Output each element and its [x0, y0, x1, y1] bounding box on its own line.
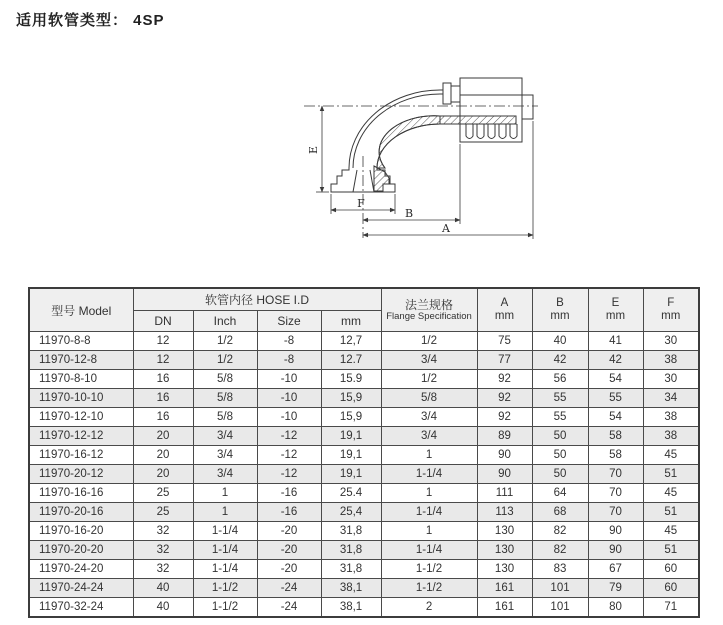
dim-label-b: B	[404, 207, 414, 220]
value-cell: -10	[257, 370, 321, 389]
value-cell: 45	[643, 484, 699, 503]
value-cell: 20	[133, 427, 193, 446]
value-cell: 60	[643, 579, 699, 598]
value-cell: 25.4	[321, 484, 381, 503]
dimension-lines	[316, 106, 533, 239]
value-cell: -20	[257, 522, 321, 541]
value-cell: -10	[257, 389, 321, 408]
table-row	[29, 541, 699, 560]
col-header-flange	[381, 288, 477, 332]
value-cell: 25,4	[321, 503, 381, 522]
value-cell: 1/2	[381, 370, 477, 389]
value-cell: 1-1/2	[193, 598, 257, 618]
value-cell: 3/4	[193, 427, 257, 446]
value-cell: 15,9	[321, 389, 381, 408]
value-cell: 161	[477, 598, 532, 618]
value-cell: 40	[133, 598, 193, 618]
table-row	[29, 579, 699, 598]
value-cell: 42	[532, 351, 588, 370]
value-cell: 90	[477, 446, 532, 465]
value-cell: 5/8	[193, 370, 257, 389]
value-cell: 2	[381, 598, 477, 618]
value-cell: 92	[477, 389, 532, 408]
value-cell: 50	[532, 465, 588, 484]
value-cell: 64	[532, 484, 588, 503]
table-row	[29, 503, 699, 522]
model-cell: 11970-24-20	[29, 560, 133, 579]
value-cell: 101	[532, 579, 588, 598]
value-cell: 25	[133, 484, 193, 503]
value-cell: -12	[257, 446, 321, 465]
value-cell: 12,7	[321, 332, 381, 351]
fitting-technical-drawing	[290, 58, 582, 248]
value-cell: 12	[133, 351, 193, 370]
value-cell: 38,1	[321, 579, 381, 598]
value-cell: 60	[643, 560, 699, 579]
value-cell: 51	[643, 503, 699, 522]
value-cell: 1	[381, 522, 477, 541]
value-cell: 83	[532, 560, 588, 579]
value-cell: 90	[588, 522, 643, 541]
table-row	[29, 332, 699, 351]
spec-table	[28, 287, 700, 618]
value-cell: 32	[133, 522, 193, 541]
value-cell: 161	[477, 579, 532, 598]
value-cell: 41	[588, 332, 643, 351]
value-cell: 1	[193, 503, 257, 522]
col-header-dn: DN	[133, 311, 193, 332]
page-title: 适用软管类型： 4SP	[16, 12, 165, 29]
value-cell: 130	[477, 541, 532, 560]
model-cell: 11970-10-10	[29, 389, 133, 408]
table-row	[29, 484, 699, 503]
value-cell: 58	[588, 427, 643, 446]
value-cell: 50	[532, 427, 588, 446]
flange-header-en: Flange Specification	[386, 311, 472, 322]
value-cell: 38	[643, 408, 699, 427]
value-cell: 51	[643, 541, 699, 560]
model-cell: 11970-24-24	[29, 579, 133, 598]
col-header-e	[588, 288, 643, 332]
value-cell: 55	[532, 389, 588, 408]
flange-header-cn: 法兰规格	[405, 298, 454, 312]
value-cell: 19,1	[321, 465, 381, 484]
model-cell: 11970-20-12	[29, 465, 133, 484]
value-cell: 71	[643, 598, 699, 618]
value-cell: 19,1	[321, 446, 381, 465]
value-cell: 5/8	[193, 408, 257, 427]
model-cell: 11970-12-8	[29, 351, 133, 370]
dim-label-e: E	[307, 145, 320, 155]
value-cell: 40	[133, 579, 193, 598]
col-header-b-letter: B	[556, 297, 564, 309]
model-cell: 11970-8-10	[29, 370, 133, 389]
table-row	[29, 446, 699, 465]
value-cell: 1/2	[193, 351, 257, 370]
value-cell: 16	[133, 389, 193, 408]
value-cell: 16	[133, 408, 193, 427]
col-header-size: Size	[257, 311, 321, 332]
value-cell: 45	[643, 522, 699, 541]
value-cell: 1	[381, 484, 477, 503]
value-cell: 89	[477, 427, 532, 446]
value-cell: 3/4	[381, 408, 477, 427]
value-cell: 51	[643, 465, 699, 484]
value-cell: 3/4	[381, 427, 477, 446]
value-cell: 101	[532, 598, 588, 618]
value-cell: 1-1/4	[193, 560, 257, 579]
value-cell: -8	[257, 351, 321, 370]
value-cell: 54	[588, 408, 643, 427]
value-cell: 1-1/2	[381, 560, 477, 579]
value-cell: 5/8	[193, 389, 257, 408]
value-cell: 31,8	[321, 541, 381, 560]
table-row	[29, 465, 699, 484]
value-cell: 77	[477, 351, 532, 370]
value-cell: 15,9	[321, 408, 381, 427]
value-cell: 25	[133, 503, 193, 522]
col-header-e-letter: E	[611, 297, 620, 309]
value-cell: -10	[257, 408, 321, 427]
table-row	[29, 598, 699, 618]
fitting-body-outline	[331, 78, 533, 192]
value-cell: -16	[257, 503, 321, 522]
value-cell: 12.7	[321, 351, 381, 370]
value-cell: 1-1/4	[381, 541, 477, 560]
value-cell: 3/4	[193, 465, 257, 484]
value-cell: 1-1/4	[193, 541, 257, 560]
table-row	[29, 370, 699, 389]
dim-label-a: A	[442, 222, 450, 235]
value-cell: 34	[643, 389, 699, 408]
col-header-f	[643, 288, 699, 332]
value-cell: 1/2	[381, 332, 477, 351]
value-cell: 54	[588, 370, 643, 389]
model-cell: 11970-20-16	[29, 503, 133, 522]
value-cell: -8	[257, 332, 321, 351]
value-cell: -24	[257, 598, 321, 618]
col-header-f-letter: F	[667, 297, 675, 309]
model-cell: 11970-12-10	[29, 408, 133, 427]
value-cell: 75	[477, 332, 532, 351]
table-row	[29, 351, 699, 370]
table-row	[29, 389, 699, 408]
value-cell: 20	[133, 446, 193, 465]
col-header-e-unit: mm	[605, 310, 626, 322]
spec-table-header	[29, 288, 699, 332]
value-cell: 92	[477, 408, 532, 427]
col-header-hose-id: 软管内径 HOSE I.D	[133, 288, 381, 311]
value-cell: 1-1/2	[381, 579, 477, 598]
value-cell: 1	[193, 484, 257, 503]
value-cell: 90	[588, 541, 643, 560]
value-cell: 5/8	[381, 389, 477, 408]
col-header-a-unit: mm	[494, 310, 515, 322]
value-cell: -20	[257, 541, 321, 560]
value-cell: 70	[588, 503, 643, 522]
value-cell: 1-1/4	[193, 522, 257, 541]
col-header-b-unit: mm	[550, 310, 570, 322]
value-cell: 70	[588, 484, 643, 503]
value-cell: 1-1/4	[381, 465, 477, 484]
value-cell: 68	[532, 503, 588, 522]
table-row	[29, 408, 699, 427]
value-cell: 32	[133, 541, 193, 560]
value-cell: 45	[643, 446, 699, 465]
table-row	[29, 522, 699, 541]
value-cell: 30	[643, 332, 699, 351]
value-cell: -20	[257, 560, 321, 579]
col-header-a	[477, 288, 532, 332]
value-cell: 38,1	[321, 598, 381, 618]
model-cell: 11970-20-20	[29, 541, 133, 560]
col-header-model: 型号 Model	[29, 288, 133, 332]
value-cell: 42	[588, 351, 643, 370]
value-cell: 31,8	[321, 522, 381, 541]
value-cell: 80	[588, 598, 643, 618]
value-cell: 15.9	[321, 370, 381, 389]
col-header-b	[532, 288, 588, 332]
col-header-mm: mm	[321, 311, 381, 332]
elbow-flange-fitting-diagram	[290, 58, 582, 248]
value-cell: 32	[133, 560, 193, 579]
value-cell: 31,8	[321, 560, 381, 579]
model-cell: 11970-12-12	[29, 427, 133, 446]
col-header-f-unit: mm	[661, 310, 681, 322]
value-cell: 130	[477, 560, 532, 579]
value-cell: 3/4	[193, 446, 257, 465]
value-cell: 1	[381, 446, 477, 465]
table-row	[29, 427, 699, 446]
table-row	[29, 560, 699, 579]
value-cell: 55	[532, 408, 588, 427]
value-cell: 55	[588, 389, 643, 408]
value-cell: 16	[133, 370, 193, 389]
value-cell: 58	[588, 446, 643, 465]
value-cell: 1-1/4	[381, 503, 477, 522]
value-cell: 30	[643, 370, 699, 389]
value-cell: 113	[477, 503, 532, 522]
value-cell: 50	[532, 446, 588, 465]
col-header-inch: Inch	[193, 311, 257, 332]
value-cell: 19,1	[321, 427, 381, 446]
value-cell: 82	[532, 541, 588, 560]
model-cell: 11970-16-16	[29, 484, 133, 503]
value-cell: 70	[588, 465, 643, 484]
dim-label-f: F	[357, 197, 365, 210]
value-cell: -16	[257, 484, 321, 503]
value-cell: 12	[133, 332, 193, 351]
model-cell: 11970-32-24	[29, 598, 133, 618]
value-cell: 67	[588, 560, 643, 579]
spec-table-body	[29, 332, 699, 618]
value-cell: 92	[477, 370, 532, 389]
value-cell: 82	[532, 522, 588, 541]
value-cell: 40	[532, 332, 588, 351]
value-cell: 79	[588, 579, 643, 598]
value-cell: -24	[257, 579, 321, 598]
value-cell: -12	[257, 465, 321, 484]
value-cell: 1-1/2	[193, 579, 257, 598]
model-cell: 11970-8-8	[29, 332, 133, 351]
value-cell: 20	[133, 465, 193, 484]
value-cell: 38	[643, 427, 699, 446]
value-cell: 130	[477, 522, 532, 541]
model-cell: 11970-16-20	[29, 522, 133, 541]
value-cell: 56	[532, 370, 588, 389]
value-cell: -12	[257, 427, 321, 446]
value-cell: 111	[477, 484, 532, 503]
value-cell: 90	[477, 465, 532, 484]
value-cell: 1/2	[193, 332, 257, 351]
value-cell: 38	[643, 351, 699, 370]
model-cell: 11970-16-12	[29, 446, 133, 465]
col-header-a-letter: A	[500, 297, 509, 309]
value-cell: 3/4	[381, 351, 477, 370]
